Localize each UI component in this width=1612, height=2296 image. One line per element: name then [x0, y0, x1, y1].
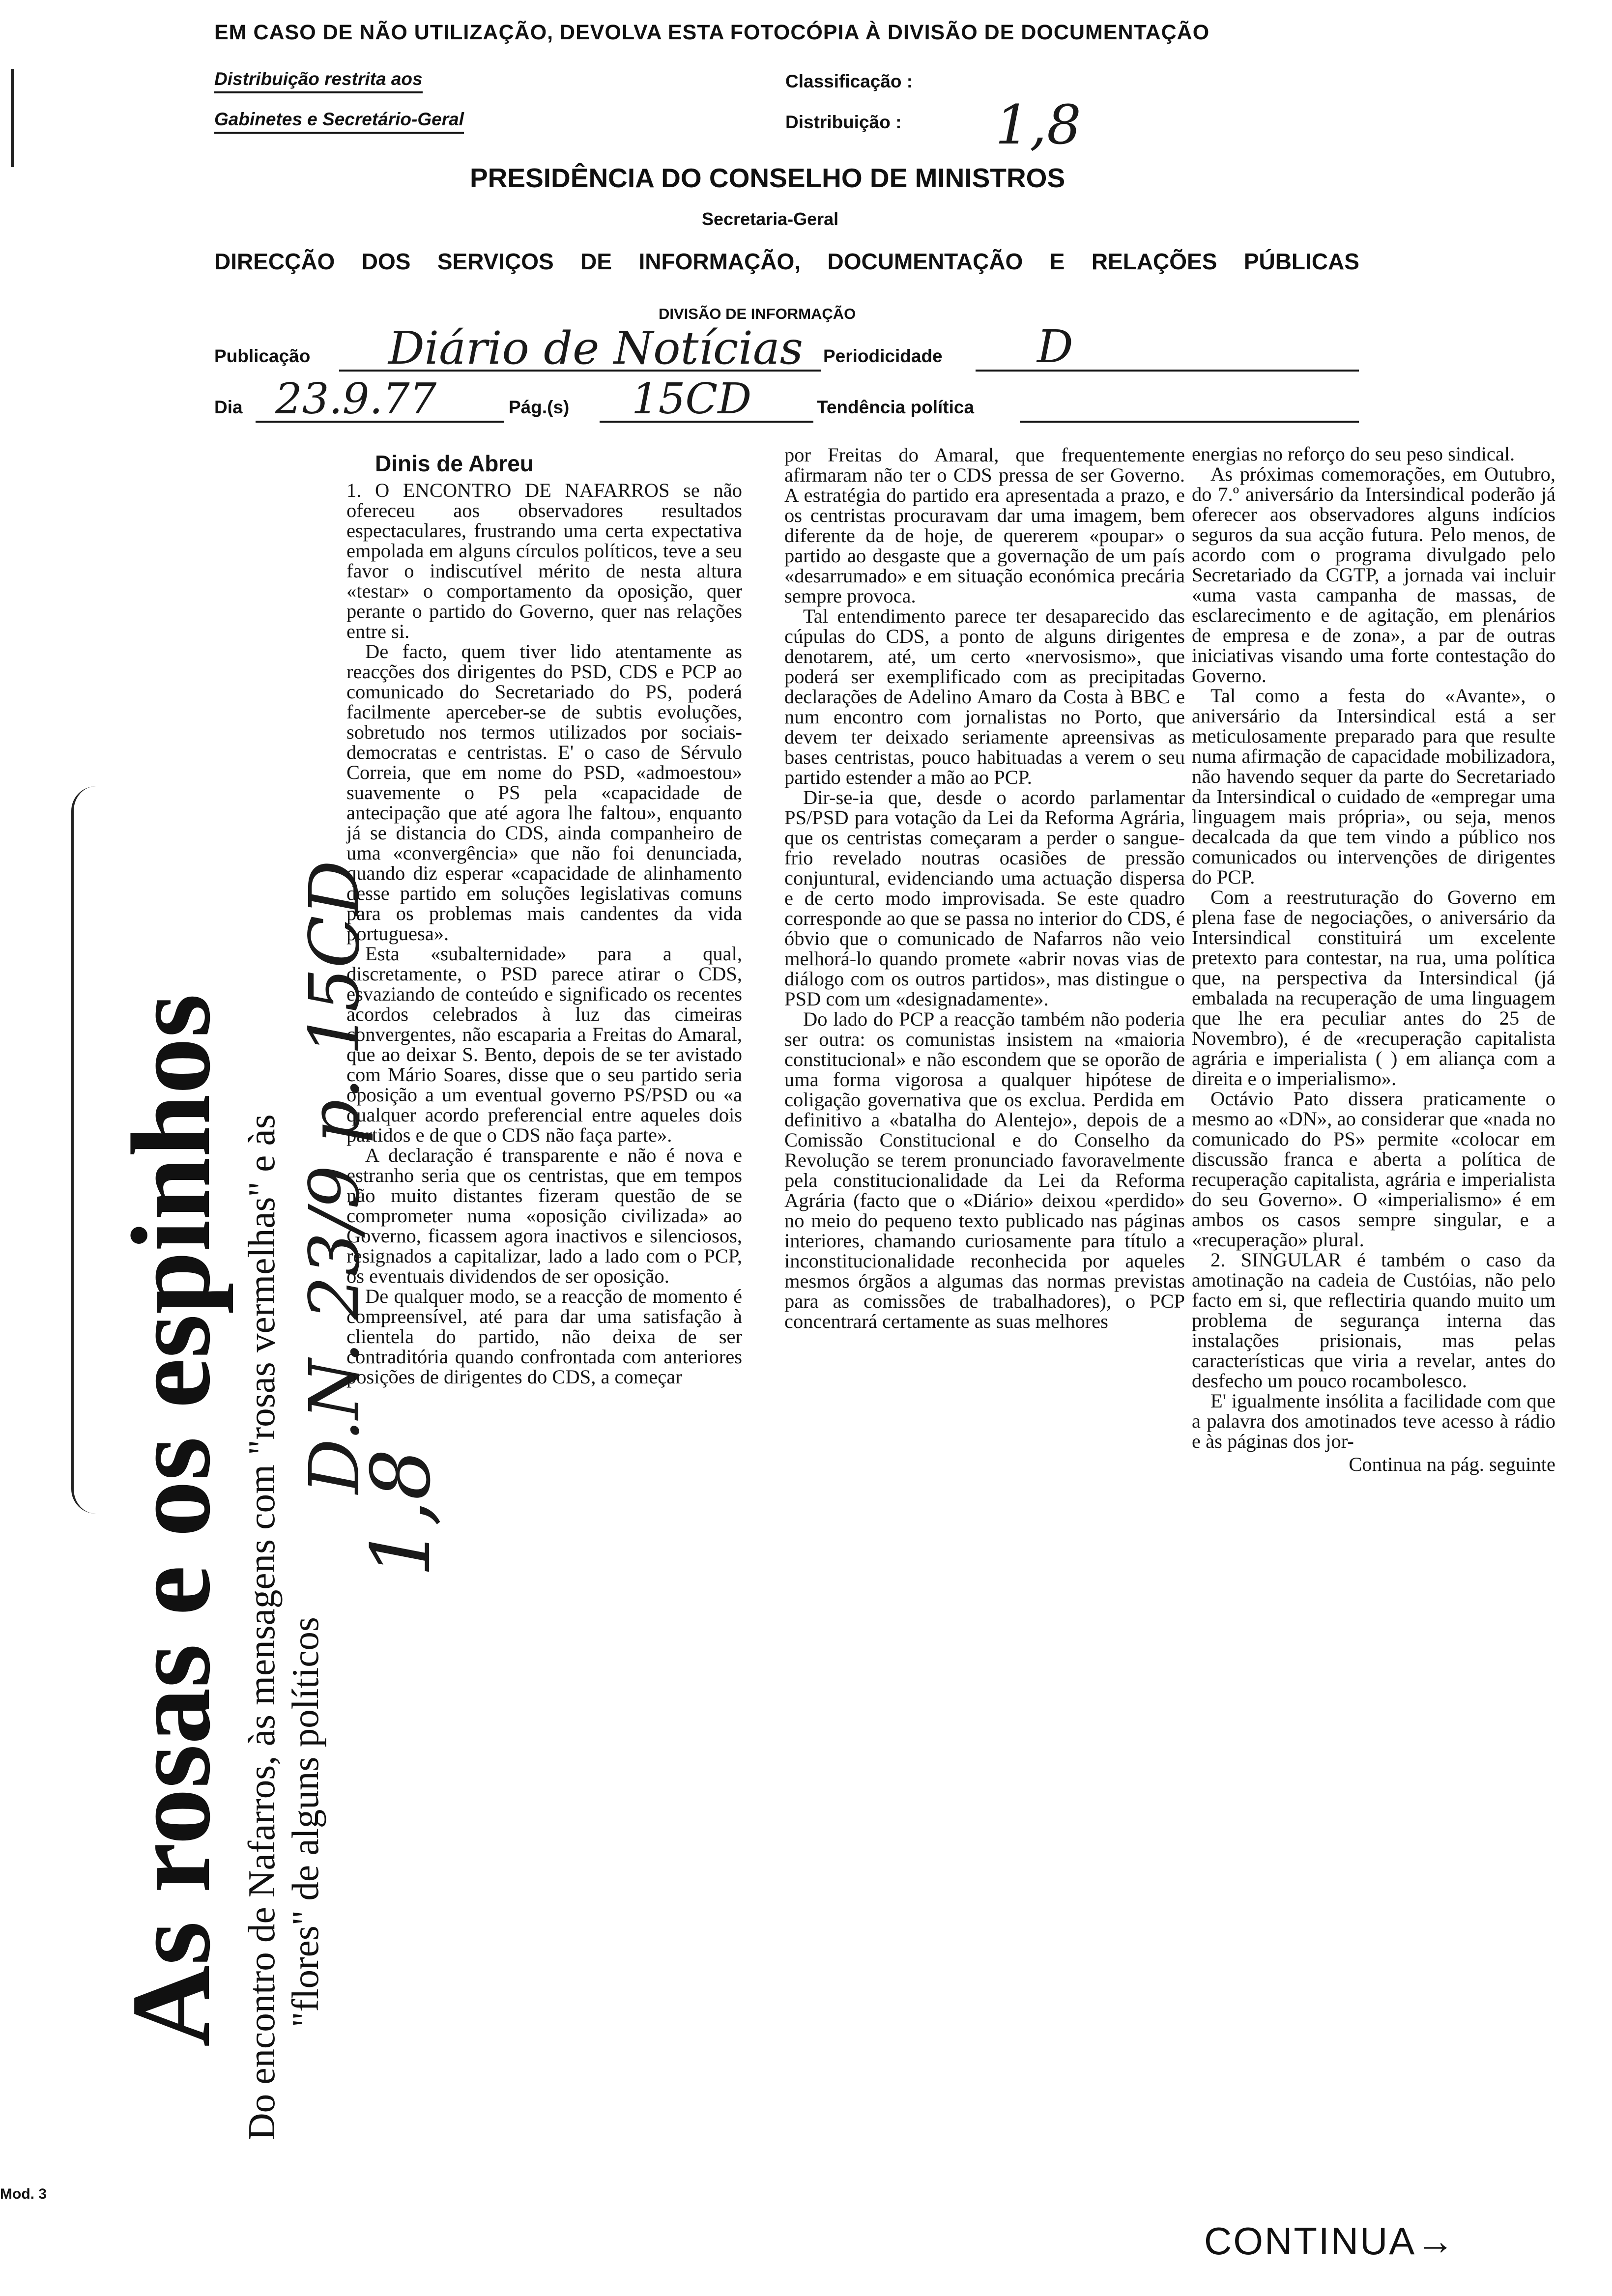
margin-bracket — [71, 786, 98, 1514]
paragraph: 1. O ENCONTRO DE NAFARROS se não ofereceu aos observadores resultados espectaculares, frustrando uma certa expectativa empolada em alguns círculos políticos, teve a seu favor o indiscutível mérito de nesta altura «testar» o comportamento da oposição, quer perante o partido do Governo, quer nas relações entre si. — [346, 479, 742, 642]
tendency-field-line — [1020, 421, 1359, 423]
directorate-word: DIRECÇÃO — [214, 249, 335, 274]
presidency-title: PRESIDÊNCIA DO CONSELHO DE MINISTROS — [470, 163, 1065, 193]
return-warning: EM CASO DE NÃO UTILIZAÇÃO, DEVOLVA ESTA FOTOCÓPIA À DIVISÃO DE DOCUMENTAÇÃO — [214, 21, 1210, 44]
periodicity-field-line — [976, 370, 1359, 372]
continuation-note: Continua na pág. seguinte — [1349, 1453, 1555, 1475]
paragraph: De qualquer modo, se a reacção de momento é compreensível, até para dar uma satisfação à clientela do partido, não deixa de ser contraditória quando confrontada com anteriores posições de dirigentes do CDS, a começar — [346, 1285, 742, 1388]
directorate-word: INFORMAÇÃO, — [638, 249, 801, 274]
division-title: DIVISÃO DE INFORMAÇÃO — [659, 305, 856, 322]
article-column-3 — [1192, 444, 1555, 1474]
paragraph: Octávio Pato dissera praticamente o mesmo ao «DN», ao considerar que «nada no comunicado do PS» permite «colocar em discussão franca e aberta a política de recuperação capitalista, agrária e imperialista do seu Governo». O «imperialismo» é em ambos os casos sempre singular, e a «recuperação» plural. — [1192, 1088, 1555, 1251]
publication-value: Diário de Notícias — [388, 322, 803, 374]
paragraph: Tal entendimento parece ter desaparecido das cúpulas do CDS, a ponto de alguns dirigentes denotarem, até, um certo «nervosismo», que poderá ser exemplificado com as precipitadas declarações de Adelino Amaro da Costa à BBC e num encontro com jornalistas no Porto, que devem ter deixado seriamente apreensivas as bases centristas, pouco habituadas a verem o seu partido estender a mão ao PCP. — [784, 605, 1185, 788]
paragraph: Tal como a festa do «Avante», o aniversário da Intersindical está a ser meticulosamente preparado para que resulte numa afirmação de capacidade mobilizadora, não havendo sequer da parte do Secretariado da Intersindical o cuidado de «empregar uma linguagem mais própria», ou seja, menos decalcada da que tem vindo a público nos comunicados ou intervenções de dirigentes do PCP. — [1192, 685, 1555, 888]
paragraph: E' igualmente insólita a facilidade com que a palavra dos amotinados teve acesso à rádio e às páginas dos jor- — [1192, 1390, 1555, 1452]
article-headline: As rosas e os espinhos — [108, 994, 233, 2047]
classification-label: Classificação : — [785, 71, 913, 91]
continue-mark: CONTINUA→ — [1204, 2219, 1456, 2263]
author-byline: Dinis de Abreu — [375, 451, 534, 476]
paragraph: Esta «subalternidade» para a qual, discretamente, o PSD parece atirar o CDS, esvaziando de conteúdo e significado os recentes acordos celebrados à luz das cimeiras convergentes, não escaparia a Freitas do Amaral, que ao deixar S. Bento, depois de se ter avistado com Mário Soares, disse que o seu partido seria oposição a um eventual governo PS/PSD ou «a qualquer acordo preferencial entre aqueles dois partidos e de que o CDS não faça parte». — [346, 943, 742, 1146]
page-label: Pág.(s) — [509, 397, 570, 417]
day-label: Dia — [214, 397, 243, 417]
distribution-label: Distribuição : — [785, 112, 902, 132]
subtitle-line-2: "flores" de alguns políticos — [284, 1617, 326, 2027]
margin-mark — [11, 69, 14, 167]
periodicity-label: Periodicidade — [823, 346, 943, 366]
subtitle-line-1: Do encontro de Nafarros, às mensagens com "rosas vermelhas" e às — [240, 1114, 283, 2140]
publication-label: Publicação — [214, 346, 311, 366]
paragraph: As próximas comemorações, em Outubro, do 7.º aniversário da Intersindical poderão já oferecer aos observadores alguns indícios seguros da sua acção futura. Pelo menos, de acordo com o programa divulgado pelo Secretariado da CGTP, a jornada vai incluir «uma vasta campanha de massas, de esclarecimento e de agitação, em plenários de empresa e de zona», a par de outras iniciativas visando uma forte contestação do Governo. — [1192, 463, 1555, 687]
periodicity-value: D — [1037, 320, 1073, 373]
secretariat-title: Secretaria-Geral — [702, 209, 839, 229]
distribution-value: 1,8 — [995, 93, 1081, 156]
directorate-word: SERVIÇOS — [437, 249, 554, 274]
paragraph: energias no reforço do seu peso sindical. — [1192, 443, 1515, 465]
handwritten-distribution-mark: 1,8 — [354, 1448, 448, 1578]
paragraph: De facto, quem tiver lido atentamente as reacções dos dirigentes do PSD, CDS e PCP ao comunicado do Secretariado do PS, poderá facilmente aperceber-se de subtis evoluções, sobretudo nos termos utilizados por sociais-democratas e centristas. E' o caso de Sérvulo Correia, que em nome do PSD, «admoestou» suavemente o PS pela «capacidade de antecipação que até agora lhe faltou», enquanto já se distancia do CDS, ainda companheiro de uma «convergência» que não foi denunciada, quando diz esperar «capacidade de alinhamento desse partido em soluções legislativas comuns para os problemas mais candentes da vida portuguesa». — [346, 640, 742, 945]
directorate-word: E — [1049, 249, 1065, 274]
directorate-word: DE — [580, 249, 612, 274]
paragraph: por Freitas do Amaral, que frequentemente afirmaram não ter o CDS pressa de ser Governo. A estratégia do partido era apresentada a prazo, e os centristas procuravam dar uma imagem, bem diferente da de hoje, de quererem «poupar» o partido ao desgaste que a governação de um país «desarrumado» e em situação económica precária sempre provoca. — [784, 444, 1185, 607]
handwritten-side-note: D.N. 23/9 p. 15CD — [295, 860, 375, 1494]
distribution-recipients: Gabinetes e Secretário-Geral — [214, 109, 464, 134]
paragraph: 2. SINGULAR é também o caso da amotinação na cadeia de Custóias, não pelo facto em si, que reflectiria quando muito um problema de segurança interna das instalações prisionais, mas pelas características que viria a revelar, antes do desfecho um pouco rocambolesco. — [1192, 1249, 1555, 1392]
directorate-word: DOCUMENTAÇÃO — [827, 249, 1023, 274]
directorate-word: PÚBLICAS — [1243, 249, 1359, 274]
form-code: Mod. 3 — [0, 2186, 47, 2202]
day-value: 23.9.77 — [275, 374, 437, 424]
directorate-word: RELAÇÕES — [1091, 249, 1217, 274]
page-value: 15CD — [632, 374, 752, 424]
directorate-title — [214, 248, 1359, 275]
paragraph: Com a reestruturação do Governo em plena fase de negociações, o aniversário da Intersindical constituirá um excelente pretexto para contestar, na rua, uma política que, na perspectiva da Intersindical (já embalada na recuperação de uma linguagem que lhe era peculiar antes do 25 de Novembro), é de «recuperação capitalista agrária e imperialista ( ) em aliança com a direita e o imperialismo». — [1192, 886, 1555, 1090]
paragraph: A declaração é transparente e não é nova e estranho seria que os centristas, que em tempos não muito distantes fizeram questão de se comprometer numa «oposição civilizada» ao Governo, ficassem agora inactivos e silenciosos, resignados a capitalizar, lado a lado com o PCP, os eventuais dividendos de ser oposição. — [346, 1144, 742, 1287]
article-column-2 — [784, 445, 1185, 1331]
directorate-word: DOS — [361, 249, 411, 274]
paragraph: Do lado do PCP a reacção também não poderia ser outra: os comunistas insistem na «maioria constitucional» e não escondem que se oporão de uma forma vigorosa a qualquer hipótese de coligação governativa que os exclua. Perdida em definitivo a «batalha do Alentejo», depois de a Comissão Constitucional e do Conselho da Revolução se terem pronunciado favoravelmente pela constitucionalidade da Lei da Reforma Agrária (facto que o «Diário» deixou «perdido» no meio do pequeno texto publicado nas páginas interiores, chamando curiosamente para título a inconstitucionalidade reconhecida por aqueles mesmos órgãos a algumas das normas previstas para as comissões de trabalhadores), o PCP concentrará certamente as suas melhores — [784, 1008, 1185, 1332]
article-column-1 — [346, 450, 742, 1387]
paragraph: Dir-se-ia que, desde o acordo parlamentar PS/PSD para votação da Lei da Reforma Agrária, que os centristas começaram a perder o sangue-frio revelado noutras ocasiões de pressão conjuntural, evidenciando uma actuação dispersa e de certo modo improvisada. Se este quadro corresponde ao que se passa no interior do CDS, é óbvio que o comunicado de Nafarros não veio melhorá-lo quando promete «abrir novas vias de diálogo com os outros partidos», mas distingue o PSD com um «designadamente». — [784, 786, 1185, 1010]
distribution-restriction: Distribuição restrita aos — [214, 69, 423, 93]
tendency-label: Tendência política — [817, 397, 975, 417]
